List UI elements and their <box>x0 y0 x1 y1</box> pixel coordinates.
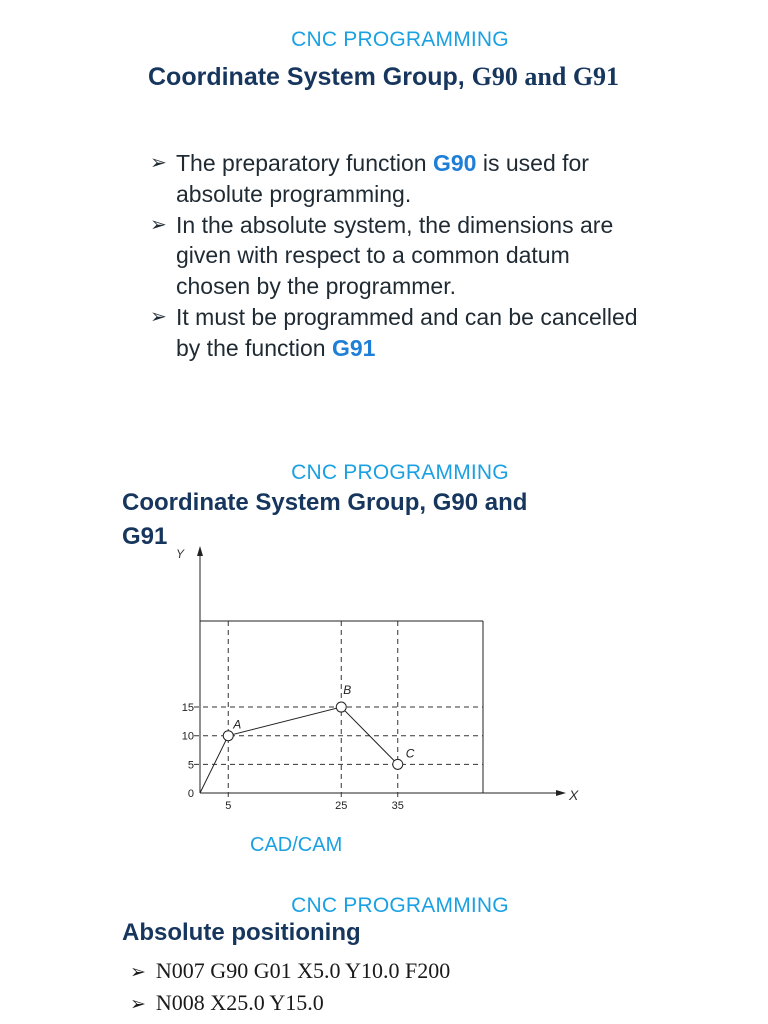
y-tick-label: 5 <box>187 759 194 772</box>
bullet-item: ➢ It must be programmed and can be cancelled by the function G91 <box>150 303 638 361</box>
code-line: ➢ N008 X25.0 Y15.0 <box>130 990 324 1015</box>
point-marker-a <box>223 731 233 741</box>
x-axis-arrow-icon <box>556 790 566 796</box>
y-tick-label: 15 <box>181 702 194 715</box>
bullet-item: ➢ The preparatory function G90 is used for absolute programming. <box>150 150 589 207</box>
point-label-c: C <box>405 746 415 761</box>
point-marker-c <box>393 759 403 769</box>
g90-highlight: G90 <box>432 150 477 176</box>
arrowhead-bullet-icon: ➢ <box>150 213 167 236</box>
y-axis-arrow-icon <box>197 546 203 556</box>
slide3-title: Absolute positioning <box>122 919 361 946</box>
slide1-title-part1: Coordinate System Group, <box>148 63 472 91</box>
point-marker-b <box>336 702 346 712</box>
slide3-kicker: CNC PROGRAMMING <box>291 894 509 917</box>
toolpath-line <box>200 707 398 793</box>
x-axis-label: X <box>569 787 579 803</box>
x-tick-label: 35 <box>391 800 404 812</box>
code-line: ➢ N007 G90 G01 X5.0 Y10.0 F200 <box>130 958 451 983</box>
y-tick-label: 0 <box>187 788 194 800</box>
arrowhead-bullet-icon: ➢ <box>130 994 146 1015</box>
x-tick-label: 25 <box>335 800 348 812</box>
y-tick-label: 10 <box>181 730 194 743</box>
bullet-item: ➢ In the absolute system, the dimensions are given with respect to a common datum chosen by the programmer. <box>150 211 614 300</box>
slide2-title: Coordinate System Group, G90 and G91 <box>122 489 528 550</box>
y-axis-label: Y <box>176 547 185 561</box>
arrowhead-bullet-icon: ➢ <box>150 305 167 328</box>
slide2-kicker: CNC PROGRAMMING <box>291 461 509 484</box>
g91-highlight: G91 <box>332 334 376 361</box>
arrowhead-bullet-icon: ➢ <box>150 152 167 174</box>
point-label-a: A <box>233 717 242 732</box>
slide2-caption: CAD/CAM <box>250 834 343 856</box>
slide1-kicker: CNC PROGRAMMING <box>291 28 509 51</box>
point-label-b: B <box>343 683 352 698</box>
slide1-title-part2: G90 and G91 <box>471 62 620 91</box>
x-tick-label: 5 <box>225 800 232 812</box>
arrowhead-bullet-icon: ➢ <box>130 962 146 983</box>
